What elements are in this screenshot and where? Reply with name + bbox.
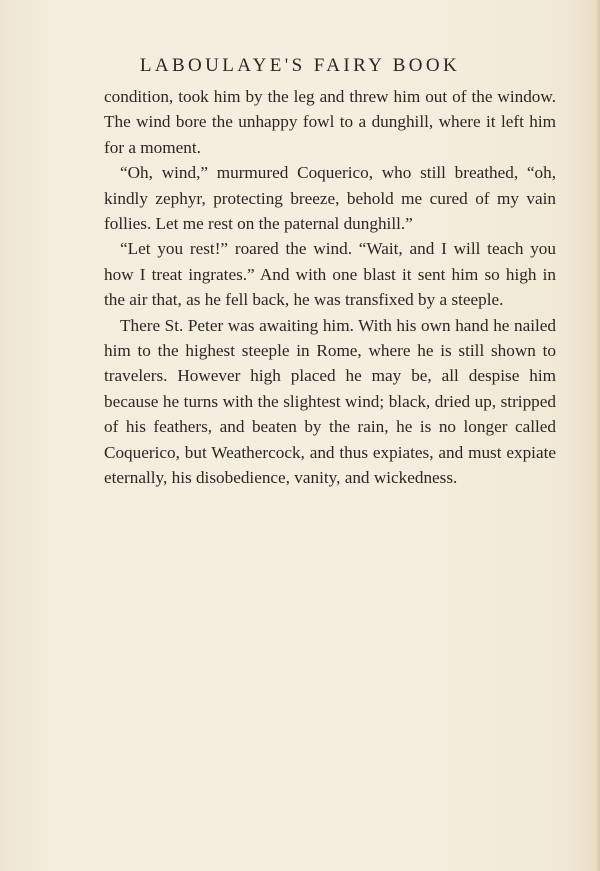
- page-edge-shadow: [596, 0, 600, 871]
- paragraph-3: “Let you rest!” roared the wind. “Wait, and I will teach you how I treat ingrates.” And with one blast it sent him so high in the air that, as he fell back, he was transfixed by a steeple.: [104, 239, 556, 310]
- paragraph-2: “Oh, wind,” murmured Coquerico, who still breathed, “oh, kindly zephyr, protecting breeze, behold me cured of my vain follies. Let me rest on the paternal dunghill.”: [104, 163, 556, 234]
- running-head: LABOULAYE'S FAIRY BOOK: [139, 55, 461, 76]
- body-text: [104, 84, 556, 491]
- paragraph-1: condition, took him by the leg and threw him out of the window. The wind bore the unhappy fowl to a dunghill, where it left him for a moment.: [104, 87, 556, 157]
- paragraph-4: There St. Peter was awaiting him. With his own hand he nailed him to the highest steeple in Rome, where he is still shown to travelers. However high placed he may be, all despise him because he turns with the slightest wind; black, dried up, stripped of his feathers, and beaten by the rain, he is no longer called Coquerico, but Weathercock, and thus expiates, and must expiate eternally, his disobedience, vanity, and wickedness.: [104, 315, 556, 488]
